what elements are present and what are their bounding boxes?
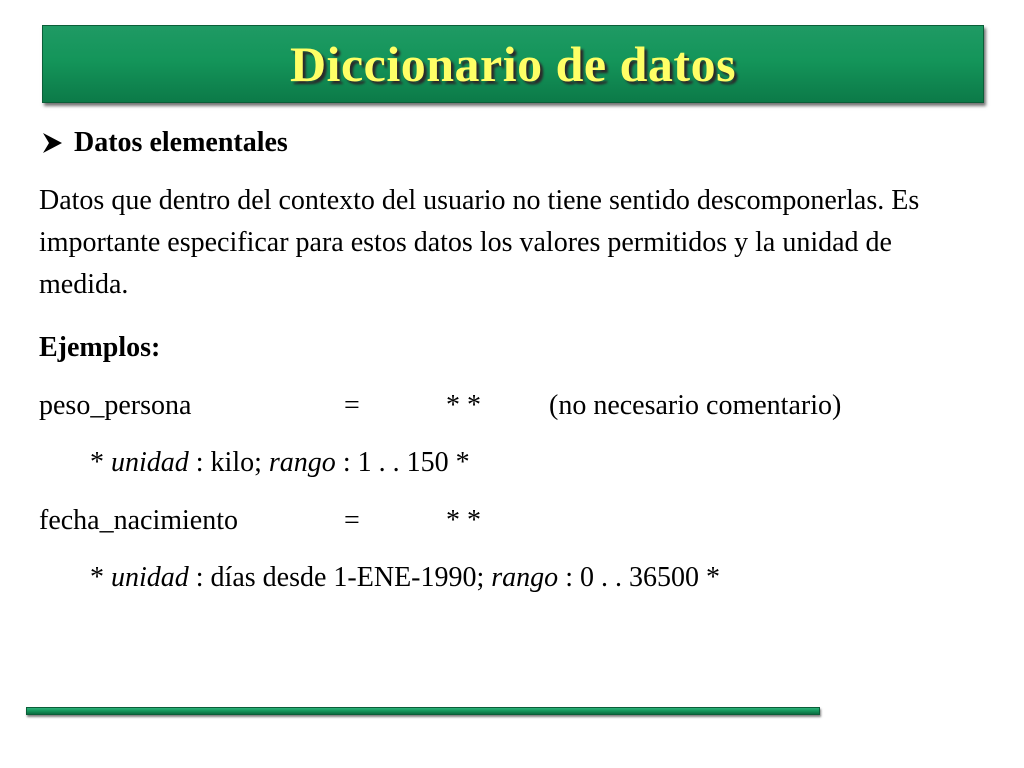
note-unit-value: : días desde 1-ENE-1990;: [195, 562, 485, 593]
section-heading: [40, 127, 288, 159]
section-heading-label: Datos elementales: [74, 127, 288, 158]
entry-equals: =: [344, 505, 360, 536]
entry-equals: =: [344, 390, 360, 421]
entry-name: fecha_nacimiento: [39, 505, 239, 536]
slide-title: Diccionario de datos: [289, 36, 737, 92]
note-unit-value: : kilo;: [195, 447, 262, 478]
bottom-divider: [26, 707, 820, 715]
note-star-open: *: [90, 447, 104, 478]
entry-note: [90, 562, 720, 594]
entry-comment: (no necesario comentario): [549, 390, 842, 421]
description-paragraph: Datos que dentro del contexto del usuario no tiene sentido descomponerlas. Es importante especificar para estos datos los valores permitidos y la unidad de medida.: [39, 185, 920, 300]
note-unit-label: unidad: [111, 447, 189, 478]
entry-note: [90, 447, 470, 479]
note-range-value: : 1 . . 150: [342, 447, 449, 478]
entry-name: peso_persona: [39, 390, 192, 421]
note-range-value: : 0 . . 36500: [565, 562, 699, 593]
note-range-label: rango: [491, 562, 559, 593]
note-star-close: *: [455, 447, 470, 478]
entry-stars: * *: [446, 390, 481, 421]
examples-label: Ejemplos:: [39, 332, 161, 363]
note-range-label: rango: [268, 447, 336, 478]
note-unit-label: unidad: [111, 562, 189, 593]
entry-stars: * *: [446, 505, 481, 536]
arrowhead-bullet-icon: [40, 130, 66, 156]
note-star-open: *: [90, 562, 104, 593]
title-banner: [42, 25, 984, 103]
note-star-close: *: [705, 562, 720, 593]
